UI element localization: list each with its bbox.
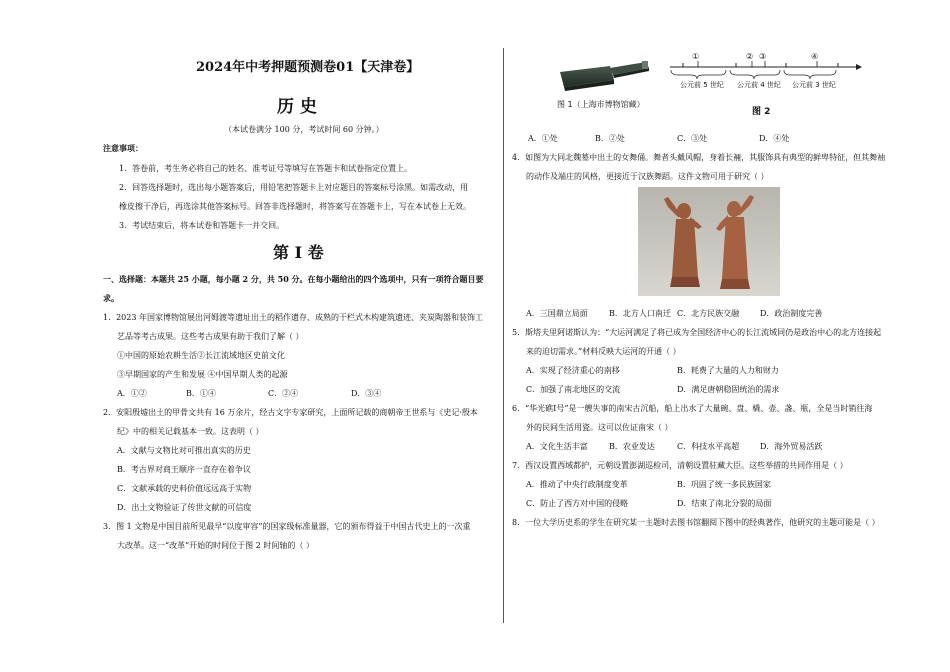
subject-title: 历 史	[277, 97, 317, 117]
note-item: 3．考试结束后，将本试卷和答题卡一并交回。	[119, 221, 285, 230]
question-5-stem: 5．斯塔夫里阿诺斯认为：“大运河满足了将已成为全国经济中心的长江流域同仍是政治中心的北方连接起	[512, 328, 882, 337]
note-item: 1．答卷前，考生务必将自己的姓名、准考证号等填写在答题卡和试卷指定位置上。	[119, 164, 413, 173]
question-1-stem: 艺品等考古成果。这些考古成果有助于我们了解（ ）	[117, 332, 304, 341]
figure-2-caption: 图 2	[752, 107, 771, 117]
option-c[interactable]: C．文献承载的史料价值远远高于实物	[117, 484, 252, 493]
figure-1-bronze-measure-image	[556, 60, 656, 98]
option-d[interactable]: D．满足唐朝稳固统治的需求	[677, 385, 780, 394]
timeline-label-4th-century-bc: 公元前 4 世纪	[737, 81, 781, 89]
question-8-stem: 8．一位大学历史系的学生在研究某一主题时去图书馆翻阅下图中的经典著作，他研究的主题可能是（ ）	[512, 518, 880, 527]
option-a[interactable]: A．文化生活丰富	[526, 442, 588, 451]
timeline-label-3rd-century-bc: 公元前 3 世纪	[792, 81, 836, 89]
option-b[interactable]: B．考古界对商王顺序一直存在着争议	[117, 465, 251, 474]
timeline-label-5th-century-bc: 公元前 5 世纪	[680, 81, 724, 89]
notes-title: 注意事项：	[103, 143, 143, 153]
option-c[interactable]: C．北方民族交融	[677, 309, 740, 318]
question-3-stem: 3．图 1 文物是中国目前所见最早“以度审容”的国家级标准量器，它的颁布得益于中国古代史上的一次重	[103, 522, 471, 531]
option-d[interactable]: D．政治制度完善	[760, 309, 823, 318]
question-6-stem: 外的民间生活用瓷。这可以佐证南宋（ ）	[526, 423, 673, 432]
option-d[interactable]: D．海外贸易活跃	[760, 442, 823, 451]
timeline-marker-1: ①	[692, 52, 700, 61]
question-4-stem: 4．如图为大同北魏墓中出土的女舞俑。舞者头戴风帽，身着长裲，其服饰具有典型的鲜卑特征，但其舞袖	[512, 153, 886, 162]
question-1-stem: 1．2023 年国家博物馆展出河姆渡等遗址出土的稻作遗存、成熟的干栏式木构建筑遗迹、夹炭陶器和装饰工	[103, 313, 483, 322]
option-d[interactable]: D．结束了南北分裂的局面	[677, 499, 772, 508]
question-2-stem: 纪》中的相关记载基本一致。这表明（ ）	[117, 427, 264, 436]
timeline-marker-4: ④	[811, 52, 819, 61]
option-a[interactable]: A．①②	[117, 389, 147, 398]
option-d[interactable]: D．出土文物验证了传世文献的可信度	[117, 503, 252, 512]
option-c[interactable]: C．防止了西方对中国的侵略	[526, 499, 629, 508]
note-item: 橡皮擦干净后，再选涂其他答案标号。回答非选择题时，将答案写在答题卡上，写在本试卷上无效。	[119, 202, 471, 211]
option-c[interactable]: C．②④	[268, 389, 299, 398]
section-instruction: 一、选择题：本题共 25 小题，每小题 2 分，共 50 分。在每小题给出的四个选项中，只有一项符合题目要	[103, 274, 484, 284]
option-a[interactable]: A．实现了经济重心的南移	[526, 366, 620, 375]
section-title: 第 I 卷	[273, 243, 324, 262]
question-1-stem: ③早期国家的产生和发展 ④中国早期人类的起源	[117, 370, 288, 379]
question-1-stem: ①中国的原始农耕生活②长江流域地区史前文化	[117, 351, 285, 360]
option-b[interactable]: B．农业发达	[609, 442, 655, 451]
option-a[interactable]: A．①处	[528, 134, 558, 143]
option-d[interactable]: D．④处	[759, 134, 790, 143]
figure-1-caption: 图 1（上海市博物馆藏）	[557, 100, 645, 109]
option-a[interactable]: A．三国鼎立局面	[526, 309, 588, 318]
question-2-stem: 2．安阳殷墟出土的甲骨文共有 16 万余片，经古文字专家研究，上面所记载的商朝帝王世系与《史记·殷本	[103, 408, 478, 417]
timeline-marker-2: ②	[746, 52, 754, 61]
option-c[interactable]: C．科技水平高超	[677, 442, 740, 451]
option-b[interactable]: B．耗费了大量的人力和财力	[677, 366, 779, 375]
option-c[interactable]: C．③处	[677, 134, 708, 143]
option-a[interactable]: A．文献与文物比对可推出真实的历史	[117, 446, 251, 455]
option-b[interactable]: B．巩固了统一多民族国家	[677, 480, 771, 489]
question-6-stem: 6．“华光礁Ⅰ号”是一艘失事的南宋古沉船，船上出水了大量碗、盘、橇、壶、盏、瓶，全是当时销往海	[512, 404, 873, 413]
option-d[interactable]: D．③④	[351, 389, 382, 398]
option-c[interactable]: C．加强了南北地区的交流	[526, 385, 621, 394]
option-a[interactable]: A．推动了中央行政制度变革	[526, 480, 628, 489]
question-7-stem: 7．西汉设置西域都护，元朝设置澎湖巡检司，清朝设置驻藏大臣。这些举措的共同作用是（ ）	[512, 461, 848, 470]
column-divider	[503, 48, 504, 623]
note-item: 2．回答选择题时，选出每小题答案后，用铅笔把答题卡上对应题目的答案标号涂黑。如需改动，用	[119, 183, 469, 192]
option-b[interactable]: B．①④	[186, 389, 216, 398]
question-4-stem: 的动作及端庄的风格，更接近于汉族舞蹈。这件文物可用于研究（ ）	[526, 172, 769, 181]
exam-title: 2024年中考押题预测卷01【天津卷】	[196, 60, 420, 75]
timeline-marker-3: ③	[759, 52, 767, 61]
question-5-stem: 来的迫切需求。”材料反映大运河的开通（ ）	[526, 347, 681, 356]
exam-info: （本试卷满分 100 分，考试时间 60 分钟。）	[224, 125, 384, 134]
option-b[interactable]: B．北方人口南迁	[609, 309, 671, 318]
dancing-figurines-photo	[638, 187, 780, 296]
section-instruction: 求。	[103, 293, 119, 303]
option-b[interactable]: B．②处	[595, 134, 625, 143]
question-3-stem: 大改革。这一“改革”开始的时间位于图 2 时间轴的（ ）	[117, 541, 314, 550]
